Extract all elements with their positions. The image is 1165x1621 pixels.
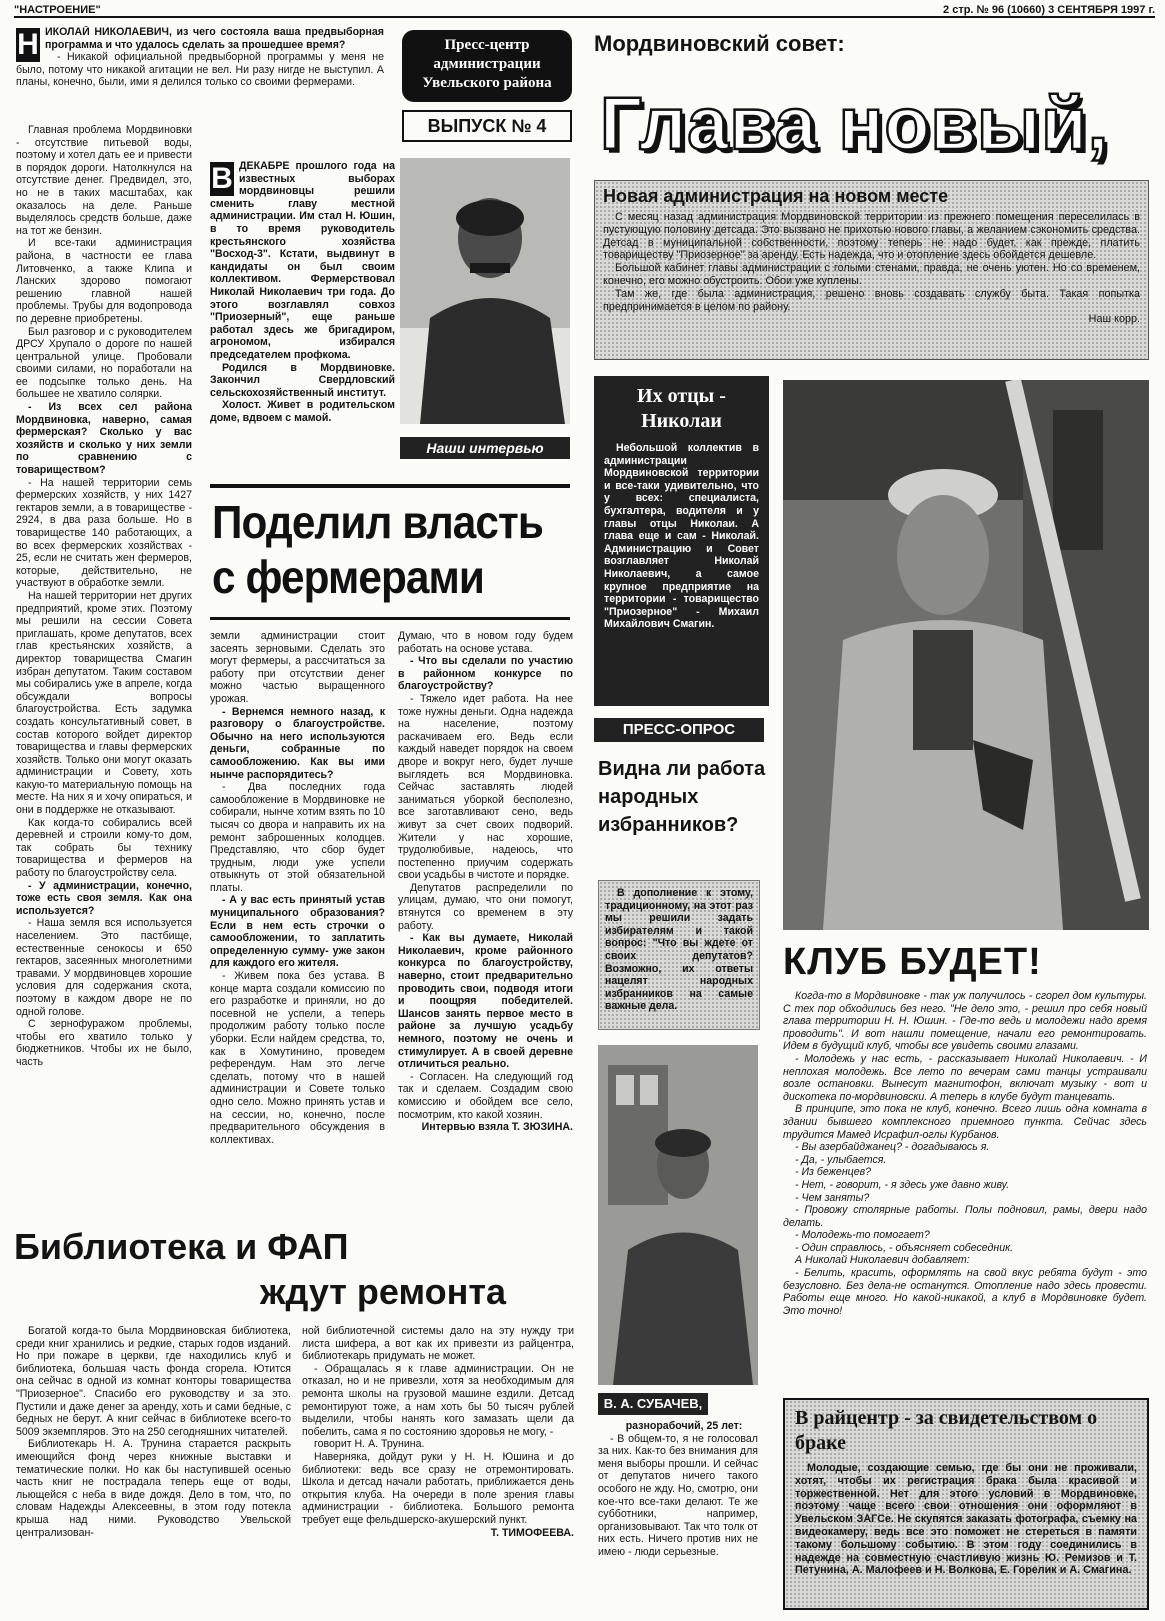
marriage-box bbox=[783, 1398, 1149, 1610]
fathers-text: Небольшой коллектив в администрации Мордвиновской территории и все-таки удивительно, что у всех: специалиста, бухгалтера, водителя и у главы отцы Николаи. А глава еще и сам - Николай. Администрацию и Совет возглавляет Николай Николаевич, а самое крупное предприятие на территории - товарищество "Приозерное" - Михаил Михайлович Смагин. bbox=[604, 442, 759, 631]
library-column-1 bbox=[16, 1325, 291, 1610]
bio-born: Родился в Мордвиновке. Закончил Свердловский сельскохозяйственный институт. bbox=[210, 361, 395, 399]
poll-respondent-name: В. А. СУБАЧЕВ, bbox=[598, 1393, 708, 1415]
council-box bbox=[594, 180, 1149, 360]
man-with-axe-photo bbox=[783, 380, 1149, 930]
club-dialogue: - Из беженцев? bbox=[795, 1166, 872, 1179]
interview-text: Как когда-то собирались всей деревней и строили кому-то дом, так собрать бы технику товарищества и фермеров на работу по благоустройству села. bbox=[16, 816, 192, 880]
dropcap-n: Н bbox=[17, 28, 39, 61]
council-box-text: С месяц назад администрация Мордвиновской территории из прежнего помещения переселилась в пустующую половину детсада. Это вызвано не прихотью нового главы, а желанием сэкономить средства. Детсад в муниципальной собственности, поэтому теперь не надо будет, как прежде, платить товариществу "Приозерное" за аренду. Есть надежда, что и отопление здесь обойдется дешевле. bbox=[603, 211, 1140, 262]
interview-text: - Наша земля вся используется населением. Это пастбище, естественные сенокосы и 650 гектаров, засеянных многолетними травами. У мордвиновцев хорошие условия для содержания скота, поэтому в каждом дворе не по одной голове. bbox=[16, 917, 192, 1018]
council-box-title: Новая администрация на новом месте bbox=[603, 186, 949, 206]
interview-lead bbox=[16, 26, 384, 121]
press-center-title: Пресс-центр администрации Увельского района bbox=[402, 30, 572, 102]
interview-text: - Согласен. На следующий год так и сделаем. Создадим свою комиссию и обойдем все село, посмотрим, кто какой хозяин. bbox=[398, 1070, 573, 1121]
interview-question: - Вернемся немного назад, к разговору о благоустройстве. Обычно на него используются деньги, собранные по самообложению. Как вы ими нынче распорядитесь? bbox=[210, 705, 385, 781]
young-man-icon bbox=[598, 1045, 758, 1385]
library-text: ной библиотечной системы дало на эту нужду три листа шифера, а вот как их привезти из райцентра, библиотекарь придумать не может. bbox=[302, 1325, 574, 1363]
page-header bbox=[14, 4, 1155, 18]
man-with-axe-icon bbox=[783, 380, 1149, 930]
council-headline: Глава новый, bbox=[600, 82, 1110, 165]
club-dialogue: - Нет, - говорит, - я здесь уже давно живу. bbox=[795, 1178, 1010, 1191]
dropcap-v: В bbox=[211, 162, 233, 195]
council-kicker: Мордвиновский совет: bbox=[594, 31, 845, 56]
young-man-photo bbox=[598, 1045, 758, 1385]
interview-question: - Из всех сел района Мордвиновка, наверно, самая фермерская? Сколько у вас хозяйств и сколько у них земли по сравнению с товариществом? bbox=[16, 401, 192, 477]
club-article bbox=[783, 990, 1147, 1385]
rule bbox=[210, 484, 570, 488]
headline-library-1: Библиотека и ФАП bbox=[14, 1226, 349, 1267]
poll-intro-box bbox=[598, 880, 760, 1030]
portrait-photo bbox=[400, 158, 570, 424]
interview-text: земли администрации стоит засеять зерновыми. Сделать это могут фермеры, а рассчитаться за работу при отсутствии денег можно частью выращенного урожая. bbox=[210, 630, 385, 705]
council-box-signature: Наш корр. bbox=[1088, 313, 1140, 326]
library-text: Библиотекарь Н. А. Трунина старается раскрыть имеющийся фонд через книжные выставки и тематические полки. Но как бы наступившей осенью часть книг не пострадала теперь еще от воды, льющейся с неба в виде дождя. Дело в том, что, по словам Надежды Алексеевны, в этом году потекла крыша над ними. Руководство Увельской централизован- bbox=[16, 1438, 291, 1539]
library-column-2 bbox=[302, 1325, 574, 1610]
interview-question-1: ИКОЛАЙ НИКОЛАЕВИЧ, из чего состояла ваша предвыборная программа и что удалось сделать за прошедшее время? bbox=[45, 26, 384, 51]
poll-question: Видна ли работа народных избранников? bbox=[598, 758, 766, 836]
poll-respondent-role: разнорабочий, 25 лет: bbox=[625, 1420, 743, 1432]
portrait-icon bbox=[400, 158, 570, 424]
marriage-text: Молодые, создающие семью, где бы они не проживали, хотят, чтобы их регистрация брака была красивой и торжественной. Нет для этого условий в Мордвиновке, поэтому чаще всего свои отношения они оформляют в Увельском ЗАГСе. Не скупятся заказать фотографа, съемку на видеокамеру, ведь все это поможет не стереться в памяти такому большому событию. В этом году соединились в надежде на совместную счастливую жизнь Ю. Ремизов и Т. Петунина, А. Малофеев и Н. Волкова, Е. Горелик и А. Смагина. bbox=[795, 1462, 1137, 1577]
label-our-interview: Наши интервью bbox=[400, 437, 570, 459]
club-dialogue: - Молодежь-то помогает? bbox=[795, 1229, 930, 1242]
club-text: В принципе, это пока не клуб, конечно. Всего лишь одна комната в здании бывшего комплексного приемного пункта. Сейчас здесь трудится Мамед Исрафил-оглы Курбанов. bbox=[783, 1103, 1147, 1141]
interview-question: - У администрации, конечно, тоже есть своя земля. Как она используется? bbox=[16, 879, 192, 917]
bio-text: ДЕКАБРЕ прошлого года на известных выборах мордвиновцы решили сменить главу местной администрации. Им стал Н. Юшин, в то время руководитель крестьянского хозяйства "Восход-3". Кстати, выдвинут в кандидаты он был своим коллективом. Фермерствовал Николай Николаевич три года. До этого возглавлял совхоз "Приозерный", еще раньше работал здесь же бригадиром, агрономом, избирался председателем профкома. bbox=[210, 160, 395, 361]
interview-text: И все-таки администрация района, в частности ее глава Литовченко, а также Клипа и Ланских здорово помогают решению главной нашей проблемы. Трубы для водопровода по деревне приобретены. bbox=[16, 237, 192, 325]
press-center-issue: ВЫПУСК № 4 bbox=[402, 110, 572, 142]
library-text: Наверняка, дойдут руки у Н. Н. Юшина и до библиотеки: ведь все сразу не отремонтировать. Школа и детсад начали работать, приближается день открытия клуба. На очереди в поле зрения главы администрации - библиотека. Большого ремонта требует еще фельдшерско-акушерский пункт. bbox=[302, 1450, 574, 1526]
interview-signature: Интервью взяла Т. ЗЮЗИНА. bbox=[421, 1121, 573, 1134]
section-name: "НАСТРОЕНИЕ" bbox=[14, 4, 101, 16]
club-text: Когда-то в Мордвиновке - так уж получилось - сгорел дом культуры. С тех пор обходились без него. "Не дело это, - решил про себя новый глава территории Н. Н. Юшин. - Где-то ведь и молодежи надо время проводить". И вот нашли помещение, начали его ремонтировать. Идем в будущий клуб, чтобы все увидеть своими глазами. bbox=[783, 990, 1147, 1053]
library-text: - Обращалась я к главе администрации. Он не отказал, но и не привезли, хотя за необходимым для ремонта школы на грузовой машине ездили. Детсад ремонтируют тоже, а нам хоть бы 50 тысяч рублей выделили, чтобы нанять кого замазать щели да побелить, сама я по состоянию здоровья не могу, - bbox=[302, 1362, 574, 1438]
fathers-box bbox=[594, 376, 769, 706]
interview-text: - Два последних года самообложение в Мордвиновке не собирали, нынче хотим взять по 10 тысяч со двора и направить их на ремонт заброшенных колодцев. Представляю, что сбор будет трудным, люди уже успели отвыкнуть от этой обязательной платы. bbox=[210, 781, 385, 894]
rule bbox=[210, 617, 570, 620]
council-box-text: Большой кабинет главы администрации с голыми стенами, правда, не очень уютен. Но со временем, конечно, его можно обустроить. Обои уже куплены. bbox=[603, 262, 1140, 287]
library-text: говорит Н. А. Трунина. bbox=[314, 1438, 425, 1451]
interview-text: Думаю, что в новом году будем работать на основе устава. bbox=[398, 630, 573, 655]
interview-question: - Что вы сделали по участию в районном конкурсе по благоустройству? bbox=[398, 655, 573, 693]
interview-column-1 bbox=[16, 124, 192, 1206]
interview-text: - На нашей территории семь фермерских хозяйств, у них 1427 гектаров земли, а в товариществе - 2924, в два раза больше. Но в товариществе 140 работающих, а во всех фермерских хозяйствах - 25, если не считать жен фермеров, которые, действительно, не участвуют в обработке земли. bbox=[16, 476, 192, 590]
club-dialogue: - Вы азербайджанец? - догадываюсь я. bbox=[795, 1141, 990, 1154]
library-text: Богатой когда-то была Мордвиновская библиотека, среди книг хранились и редкие, старых годов изданий. Но при пожаре в церкви, где находились клуб и библиотека, большая часть фонда сгорела. Ютится она сейчас в одной из комнат конторы товарищества "Приозерное". Спасибо его руководству и за это. Пустили и даже денег за аренду, хоть и сами бедные, с бедных не берут. А книг сейчас в библиотеке всего-то 5009 экземпляров. Это на 250 сегодняшних читателей. bbox=[16, 1325, 291, 1438]
interview-question: - Как вы думаете, Николай Николаевич, кроме районного конкурса по благоустройству, наверно, стоит предварительно проводить свои, подводя итоги и поощряя победителей. Шансов занять первое место в районе за лучшую усадьбу немного, поэтому не очень и стимулирует. А в своей деревне отличиться реально. bbox=[398, 932, 573, 1071]
club-dialogue: - Да, - улыбается. bbox=[795, 1153, 887, 1166]
marriage-title: В райцентр - за свидетельством о браке bbox=[795, 1407, 1098, 1454]
club-text: - Молодежь у нас есть, - рассказывает Николай Николаевич. - И неплохая молодежь. Все лето по вечерам сами танцы устраивали возле остановки. Вынесут магнитофон, включат музыку - вот и дискотека по-мордвиновски. А теперь в клубе будут танцевать. bbox=[783, 1052, 1147, 1103]
club-dialogue: - Провожу столярные работы. Полы подновил, рамы, двери надо делать. bbox=[783, 1204, 1147, 1229]
club-headline: КЛУБ БУДЕТ! bbox=[783, 941, 1042, 983]
fathers-title: Их отцы - Николаи bbox=[637, 385, 726, 432]
club-dialogue: - Один справлюсь, - объясняет собеседник. bbox=[795, 1241, 1014, 1254]
bio-family: Холост. Живет в родительском доме, вдвоем с мамой. bbox=[210, 399, 395, 424]
interview-text: Главная проблема Мордвиновки - отсутствие питьевой воды, поэтому и хотел дать ее и привести в порядок дороги. Натолкнулся на отсутствие денег. Предвидел, это, но не в таких масштабах, как оказалось на деле. Раньше выделялось средств больше, даже на тот же бензин. bbox=[16, 124, 192, 237]
poll-answer-block bbox=[598, 1420, 758, 1610]
interview-text: С зернофуражом проблемы, чтобы его хватило только у бюджетников. Чтобы их не было, часть bbox=[16, 1018, 192, 1068]
interview-text: - Живем пока без устава. В конце марта создали комиссию по его разработке и приняли, но до посевной не успели, а теперь продолжим работу только после уборки. Если найдем средства, то, как в Хомутинино, проведем референдум. Нам это легче сделать, потому что в нашей администрации и Совете только одно село. Можно принять устав и на сессии, но, конечно, после предварительного обсуждения в коллективах. bbox=[210, 970, 385, 1146]
interview-column-3 bbox=[398, 630, 573, 1210]
interview-text: Был разговор и с руководителем ДРСУ Хрупало о дороге по нашей центральной улице. Пробовали своими силами, но поработали на ее подсыпке только день. На большее не хватило солярки. bbox=[16, 325, 192, 401]
interview-question: - А у вас есть принятый устав муниципального образования? Если в нем есть строчки о самообложении, то заплатить определенную сумму- уже закон для каждого его жителя. bbox=[210, 894, 385, 970]
interview-answer-1: - Никакой официальной предвыборной программы у меня не было, потому что никакой агитации не вел. Ни разу нигде не выступил. А планы, конечно, были, ими я делился только со своими фермерами. bbox=[16, 51, 384, 89]
headline-library-2: ждут ремонта bbox=[260, 1271, 506, 1312]
interview-column-2 bbox=[210, 630, 385, 1210]
headline-farmers-2: с фермерами bbox=[212, 551, 485, 603]
poll-intro: В дополнение к этому, традиционному, на этот раз мы решили задать избирателям и такой вопрос: "Что вы ждете от своих депутатов? Возможно, их ответы нацелят народных избранников на самые важные дела. bbox=[605, 887, 753, 1013]
issue-info: 2 стр. № 96 (10660) 3 СЕНТЯБРЯ 1997 г. bbox=[943, 4, 1155, 16]
headline-farmers-1: Поделил власть bbox=[212, 496, 543, 548]
library-signature: Т. ТИМОФЕЕВА. bbox=[490, 1526, 574, 1539]
interview-text: - Тяжело идет работа. На нее тоже нужны деньги. Одна надежда на население, поэтому раскачиваем его. Ведь если каждый наведет порядок на своем дворе и вокруг него, будет лучше выглядеть вся Мордвиновка. Сейчас заставлять людей заниматься уборкой бесполезно, все заготавливают сено, ведь живут за счет своих подворий. Жители у нас хорошие, трудолюбивые, надеюсь, что постепенно приучим содержать свои усадьбы в чистоте и порядке. bbox=[398, 692, 573, 882]
bio-block bbox=[210, 160, 395, 460]
poll-label: ПРЕСС-ОПРОС bbox=[594, 718, 764, 742]
club-dialogue: - Белить, красить, оформлять на свой вкус ребята будут - это безусловно. Без дела-не останутся. Отопление надо здесь провести. Работы еще много. Но какой-никакой, а клуб в Мордвиновке будет. Это точно! bbox=[783, 1267, 1147, 1317]
council-box-text: Там же, где была администрация, решено вновь создавать службу быта. Такая попытка предпринимается в целом по району. bbox=[603, 287, 1140, 313]
poll-answer: - В общем-то, я не голосовал за них. Как-то без внимания для меня выборы прошли. И сейчас от депутатов ничего такого особого не жду. Но, смотрю, они кое-что все-таки делают. Те же субботники, например, организовывают. Так что толк от них есть. Ничего против них не имею - люди серьезные. bbox=[598, 1432, 758, 1558]
interview-text: На нашей территории нет других предприятий, кроме этих. Поэтому мы решили на сессии Совета приглашать, кроме депутатов, всех глав крестьянских хозяйств, а директор товарищества Смагин избран депутатом. Таким составом мы собирались уже в апреле, когда обсуждали вопросы благоустройства. Есть задумка создать консультативный совет, в состав которого войдет директор товарищества и главы фермерских хозяйств. Только они могут оказать администрации и Совету, хоть какую-то материальную помощь на месте. На них я и хочу опираться, и они в поддержке не отказывают. bbox=[16, 589, 192, 817]
interview-text: Депутатов распределили по улицам, думаю, что они помогут, втянутся со временем в эту работу. bbox=[398, 881, 573, 932]
club-dialogue: А Николай Николаевич добавляет: bbox=[795, 1254, 970, 1267]
club-dialogue: - Чем заняты? bbox=[795, 1191, 870, 1204]
